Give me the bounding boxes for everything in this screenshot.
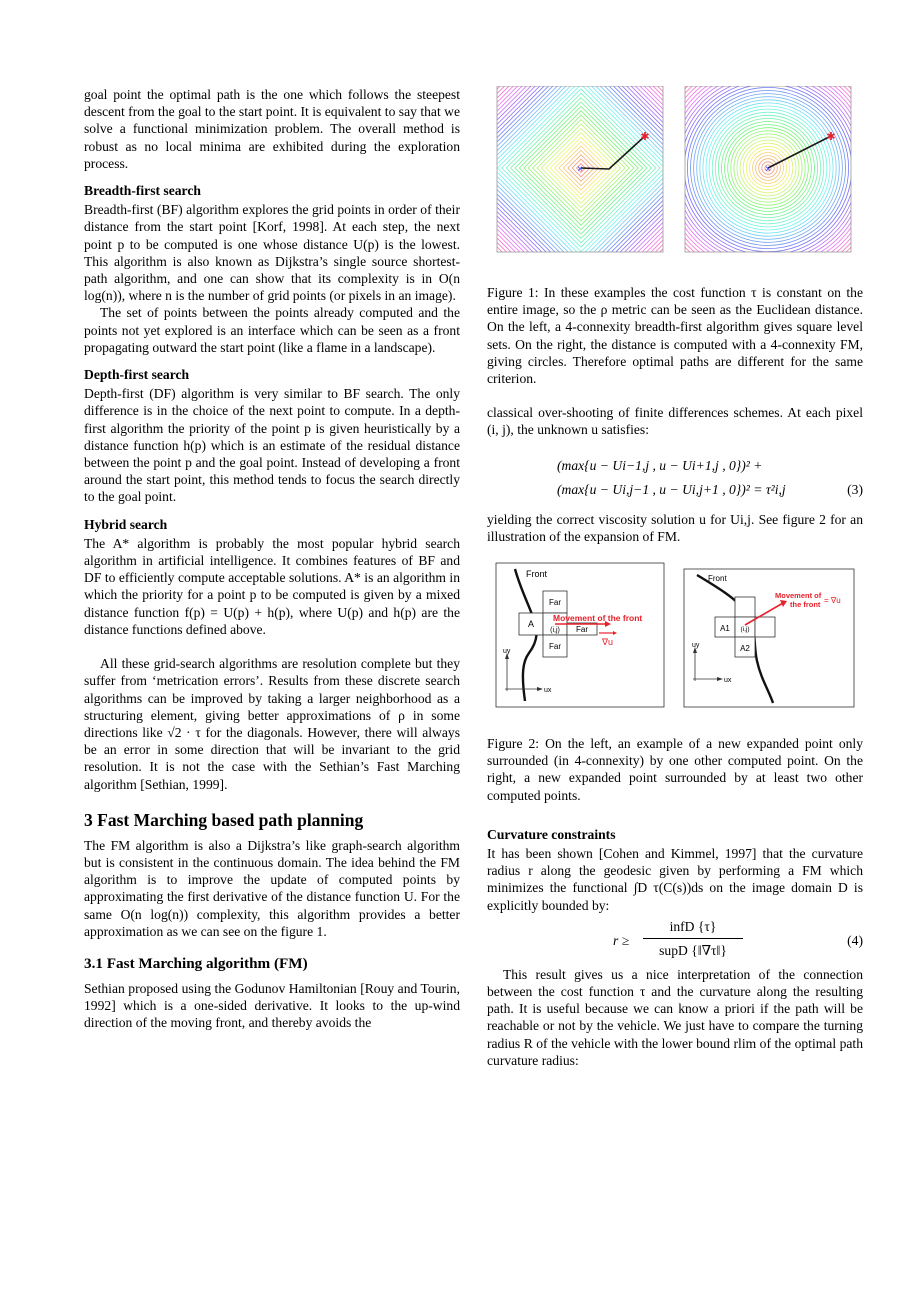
point-a-label: A xyxy=(527,619,535,630)
far-label: Far xyxy=(549,642,561,652)
figure-2 xyxy=(487,561,863,711)
circle-level-sets-image xyxy=(644,86,863,256)
uy-axis-label: uy xyxy=(503,648,511,656)
goal-star-icon: ✱ xyxy=(640,131,650,143)
figure-2-right-panel xyxy=(684,569,854,707)
far-label: Far xyxy=(576,625,588,635)
figure-1-images xyxy=(487,86,863,256)
paragraph-intro: goal point the optimal path is the one which follows the steepest descent from the goal to the start point. It is equivalent to say that we solve a functional minimization problem. The overall method is robust as no local minima are exhibited during the exploration process. xyxy=(84,87,460,171)
heading-hybrid: Hybrid search xyxy=(84,516,168,532)
paragraph-grid-search: All these grid-search algorithms are resolution complete but they suffer from ‘metrication errors’. Results from these discrete search algorithms can be improved by taking a larger neighborhood as a structuring element, giving better approximations of ρ in some directions like √2 · τ for the diagonals. However, there will always be an error in some direction that will be invariant to the grid resolution. It is not the case with the Sethian’s Fast Marching algorithm [Sethian, 1999]. xyxy=(84,656,460,792)
left-column xyxy=(84,86,460,1032)
far-label: Far xyxy=(549,598,561,608)
equation-3-number: (3) xyxy=(847,481,863,497)
front-label: Front xyxy=(708,574,727,584)
fraction-bar xyxy=(643,938,743,939)
svg-text:×: × xyxy=(577,164,583,175)
paragraph-curvature-1: It has been shown [Cohen and Kimmel, 1997] that the curvature radius r along the geodesic given by performing a FM which minimizes the functional ∫D τ(C(s))ds on the image domain D is explicitly bounded by: xyxy=(487,846,863,913)
ux-axis-label: ux xyxy=(724,677,732,685)
paragraph-df-1: Depth-first (DF) algorithm is very similar to BF search. The only difference is in the choice of the next point to compute. In a depth-first algorithm the priority of the point p is given heuristically by a distance function h(p) which is an estimate of the residual distance between the point p and the goal point. Instead of developing a front around the start point, this method tends to focus the search directly to the goal point. xyxy=(84,386,460,505)
equation-4-lhs: r ≥ xyxy=(613,932,630,948)
goal-star-icon: ✱ xyxy=(826,131,836,143)
figure-1 xyxy=(487,86,863,256)
equation-3-line-2: (max{u − Ui,j−1 , u − Ui,j+1 , 0})² = τ²i,j xyxy=(557,481,786,497)
point-a2-label: A2 xyxy=(740,644,750,654)
heading-depth-first: Depth-first search xyxy=(84,367,190,383)
paragraph-overshooting: classical over-shooting of finite differences schemes. At each pixel (i, j), the unknown u satisfies: xyxy=(487,405,863,438)
heading-breadth-first: Breadth-first search xyxy=(84,183,201,199)
equation-4-denominator: supD {‖∇τ‖} xyxy=(659,942,727,958)
paragraph-bf-1: Breadth-first (BF) algorithm explores the grid points in order of their distance from the start point [Korf, 1998]. At each step, the next point p to be computed is one whose distance U(p) is the lowest. This algorithm is also known as Dijkstra’s single source shortest-path algorithm, and one can show that its complexity is in O(n log(n)), where n is the number of grid points (or pixels in an image). xyxy=(84,202,460,304)
equation-3-line-1: (max{u − Ui−1,j , u − Ui+1,j , 0})² + xyxy=(557,457,763,473)
section-3-title: 3 Fast Marching based path planning xyxy=(84,809,364,830)
movement-label: Movement of xyxy=(775,591,822,601)
point-ij-label: (i,j) xyxy=(740,626,750,634)
point-a1-label: A1 xyxy=(720,624,730,634)
ux-axis-label: ux xyxy=(544,687,552,695)
paragraph-yielding: yielding the correct viscosity solution u for Ui,j. See figure 2 for an illustration of the expansion of FM. xyxy=(487,511,863,544)
gradient-label: = ∇u xyxy=(824,596,841,606)
figure-2-caption: Figure 2: On the left, an example of a new expanded point only surrounded (in 4-connexity) by one other computed point. On the right, a new expanded point surrounded by at least two other computed points. xyxy=(487,736,863,803)
movement-label: Movement of the front xyxy=(553,613,643,624)
equation-4-number: (4) xyxy=(847,932,863,948)
paragraph-hybrid-1: The A* algorithm is probably the most popular hybrid search algorithm in artificial intelligence. It combines features of BF and DF to efficiently compute acceptable solutions. A* is an algorithm in which the priority for a point p to be computed is given by a mixed distance function f(p) = U(p) + h(p), where U(p) and h(p) are the distance functions defined above. xyxy=(84,535,460,637)
equation-4-numerator: infD {τ} xyxy=(669,918,717,934)
svg-text:×: × xyxy=(765,164,771,175)
paragraph-curvature-2: This result gives us a nice interpretation of the connection between the cost function τ and the curvature along the resulting path. It is useful because we can know a priori if the path will be reachable or not by the vehicle. We just have to compare the turning radius R of the vehicle with the lower bound rlim of the optimal path curvature radius: xyxy=(487,966,863,1068)
paragraph-bf-2: The set of points between the points already computed and the points not yet explored is an interface which can be seen as a front propagating outward the start point (like a flame in a landscape). xyxy=(84,305,460,355)
equation-3 xyxy=(487,449,863,511)
paragraph-sec31: Sethian proposed using the Godunov Hamiltonian [Rouy and Tourin, 1992] which is a one-sided derivative. It looks to the up-wind direction of the moving front, and thereby avoids the xyxy=(84,980,460,1031)
paragraph-sec3: The FM algorithm is also a Dijkstra’s like graph-search algorithm but is consistent in the continuous domain. The idea behind the FM algorithm is to improve the update of computed points by approximating the first derivative of the distance function U. For the same O(n log(n)) complexity, this algorithm provides a better approximation as we can see on the figure 1. xyxy=(84,837,460,939)
figure-1-caption: Figure 1: In these examples the cost function τ is constant on the entire image, so the ρ metric can be seen as the Euclidean distance. On the left, a 4-connexity breadth-first algorithm gives square level sets. On the right, the distance is computed with a 4-connexity FM, giving circles. Therefore optimal paths are different for the same criterion. xyxy=(487,285,863,387)
heading-curvature-constraints: Curvature constraints xyxy=(487,826,616,842)
movement-label: the front xyxy=(790,600,821,610)
subsection-3-1-title: 3.1 Fast Marching algorithm (FM) xyxy=(84,954,308,972)
equation-4 xyxy=(487,918,863,964)
uy-axis-label: uy xyxy=(692,642,700,650)
front-label: Front xyxy=(526,569,548,580)
point-ij-label: (i,j) xyxy=(550,627,560,635)
figure-2-diagrams xyxy=(487,561,863,711)
right-column xyxy=(487,86,863,1069)
gradient-label: ∇u xyxy=(602,637,614,648)
